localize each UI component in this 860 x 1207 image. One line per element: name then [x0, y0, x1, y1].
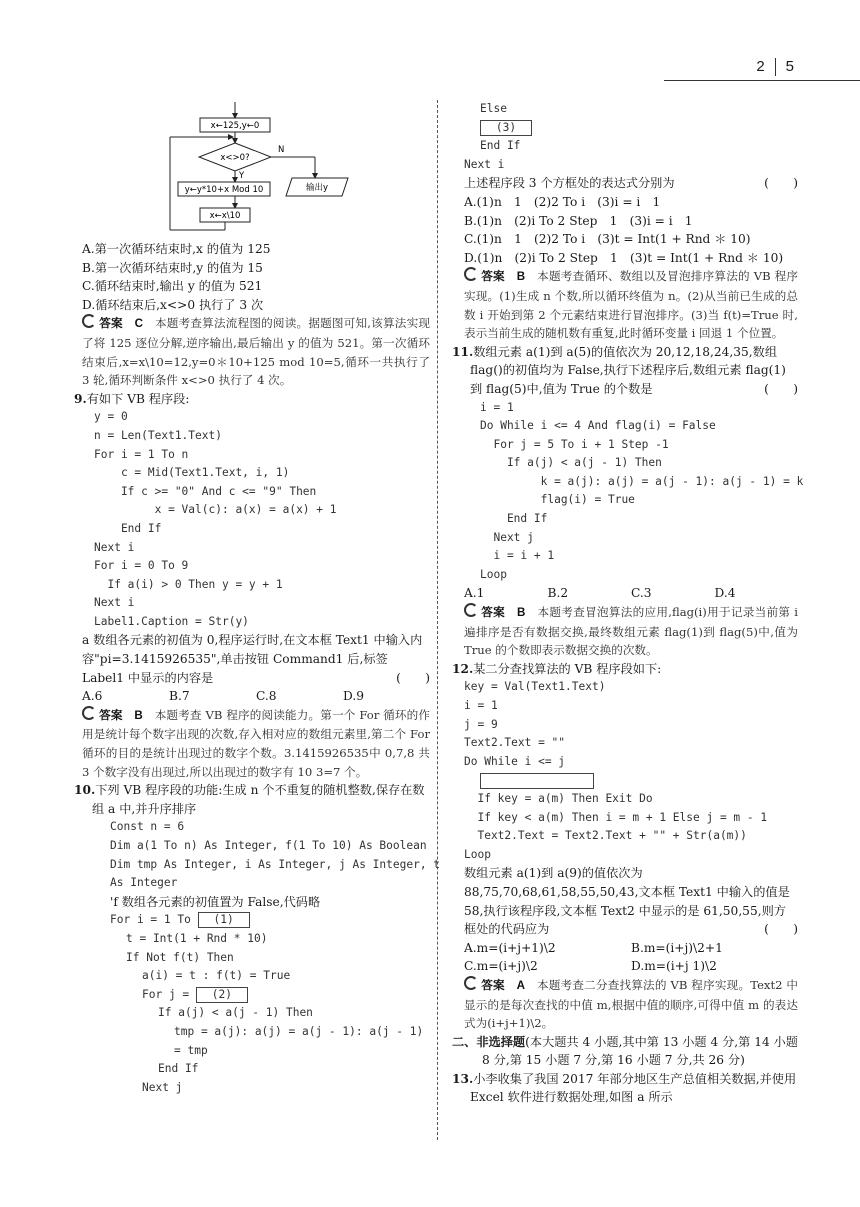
- q11-code-line: k = a(j): a(j) = a(j - 1): a(j - 1) = k: [480, 474, 804, 488]
- page-number-left: 2: [756, 58, 765, 75]
- q10-code-line: tmp = a(j): a(j) = a(j - 1): a(j - 1): [174, 1024, 424, 1038]
- q11-answer-blank: ( ): [764, 381, 798, 396]
- q10-option-c: C.(1)n 1 (2)2 To i (3)t = Int(1 + Rnd ＊ 10): [464, 232, 751, 247]
- q11-number: 11.: [452, 344, 474, 359]
- q12-answer-key: A: [516, 978, 525, 992]
- flowchart: [160, 100, 360, 235]
- q9-code-line: x = Val(c): a(x) = a(x) + 1: [94, 503, 337, 517]
- q12-option-c: C.m=(i+j)\2: [464, 959, 538, 974]
- q12-answer-blank: ( ): [764, 922, 798, 937]
- q10-code-line: Const n = 6: [110, 820, 185, 834]
- q11-code-line: Next j: [480, 530, 534, 544]
- answer-icon: [464, 603, 478, 617]
- q10-code-line: = tmp: [174, 1043, 208, 1057]
- q8-answer-key: C: [134, 317, 143, 331]
- q9-number: 9.: [74, 391, 87, 406]
- answer-icon: [464, 976, 478, 990]
- q9-code-line: End If: [94, 521, 162, 535]
- q9-options: [82, 687, 430, 706]
- q12-number: 12.: [452, 661, 474, 676]
- q10-blank-box-1: (1): [198, 912, 250, 928]
- q12-option-b: B.m=(i+j)\2+1: [631, 940, 723, 955]
- q12-code-line: Loop: [464, 847, 491, 861]
- flow-body1-text: y←y*10+x Mod 10: [184, 185, 264, 195]
- q11-code-line: i = 1: [480, 400, 514, 414]
- q12-options-row1: [452, 939, 798, 958]
- q8-option-a: A.第一次循环结束时,x 的值为 125: [82, 242, 271, 256]
- q11-code-line: Do While i <= 4 And flag(i) = False: [480, 419, 716, 433]
- q9-code-line: For i = 1 To n: [94, 447, 189, 461]
- q10-code-line: Else: [480, 102, 507, 115]
- answer-label: 答案: [99, 708, 123, 722]
- q10-code-line: Dim a(1 To n) As Integer, f(1 To 10) As Boolean: [110, 839, 427, 852]
- q12-code-line: key = Val(Text1.Text): [464, 680, 606, 694]
- q10-code-line: End If: [480, 139, 521, 153]
- q9-stem: 有如下 VB 程序段:: [86, 391, 190, 406]
- q10-code-line: If a(j) < a(j - 1) Then: [158, 1006, 313, 1020]
- q12-option-d: D.m=(i+j 1)\2: [631, 959, 717, 974]
- q12-option-a: A.m=(i+j+1)\2: [464, 940, 556, 955]
- q10-option-b: B.(1)n (2)i To 2 Step 1 (3)i = i 1: [464, 213, 693, 228]
- q10-code-line: For j =: [142, 987, 190, 1001]
- section-description: (本大题共 4 小题,其中第 13 小题 4 分,第 14 小题 8 分,第 15 小题 7 分,第 16 小题 7 分,共 26 分): [482, 1034, 798, 1068]
- flow-no-label: N: [278, 145, 285, 155]
- q12-analysis: 本题考查二分查找算法的 VB 程序实现。Text2 中显示的是每次查找的中值 m,根据中值的顺序,可得中值 m 的表达式为(i+j+1)\2。: [464, 977, 798, 1031]
- q10-stem: 下列 VB 程序段的功能:生成 n 个不重复的随机整数,保存在数组 a 中,并升序排序: [92, 783, 425, 816]
- q12-code-line: Do While i <= j: [464, 754, 566, 768]
- q10-code-line: Next i: [464, 157, 505, 171]
- answer-label: 答案: [99, 317, 123, 331]
- q9-answer: [82, 706, 430, 781]
- q9-code-line: If a(i) > 0 Then y = y + 1: [94, 577, 283, 591]
- q12-blank-box: [480, 773, 594, 789]
- q10-code-line: a(i) = t : f(t) = True: [142, 969, 291, 983]
- q9-code-line: c = Mid(Text1.Text, i, 1): [94, 466, 290, 480]
- page-number: [756, 58, 794, 76]
- left-column: [74, 240, 441, 1097]
- q10-question: 上述程序段 3 个方框处的表达式分别为: [464, 176, 675, 191]
- q11-option-a: A.1: [464, 586, 485, 601]
- q11-answer-key: B: [516, 606, 526, 620]
- q9-analysis: 本题考查 VB 程序的阅读能力。第一个 For 循环的作用是统计每个数字出现的次数,存入相对应的数组元素里,第二个 For 循环的目的是统计出现过的数字个数。3.1415926535中 0,7,8 共 3 个数字没有出现过,所以出现过的数字有 10 3=7 个。: [82, 707, 430, 779]
- q10-answer-blank: ( ): [764, 176, 798, 191]
- answer-label: 答案: [481, 606, 506, 620]
- q8-answer: [82, 314, 430, 389]
- q12-options-row2: [452, 957, 798, 976]
- q12-description: 数组元素 a(1)到 a(9)的值依次为 88,75,70,68,61,58,55,50,43,文本框 Text1 中输入的值是 58,执行该程序段,文本框 Text2 中显示的是 61,50,55,则方框处的代码应为: [464, 866, 790, 937]
- answer-icon: [82, 314, 96, 328]
- q9-answer-blank: ( ): [396, 670, 430, 685]
- q10-code-line: For i = 1 To: [110, 913, 191, 927]
- q11-code-line: If a(j) < a(j - 1) Then: [480, 456, 662, 470]
- answer-label: 答案: [481, 978, 505, 992]
- q11-options: [452, 584, 798, 603]
- q9-code-line: If c >= "0" And c <= "9" Then: [94, 484, 317, 498]
- q11-analysis: 本题考查冒泡算法的应用,flag(i)用于记录当前第 i 遍排序是否有数据交换,最终数组元素 flag(1)到 flag(5)中,值为 True 的个数即表示数据交换的次数。: [464, 605, 798, 658]
- q13-number: 13.: [452, 1071, 474, 1086]
- flow-output-text: 输出y: [305, 183, 329, 193]
- q10-blank-box-3: (3): [480, 120, 532, 136]
- q12-answer: [452, 976, 798, 1033]
- q10-code-line: Dim tmp As Integer, i As Integer, j As Integer, t: [110, 857, 441, 871]
- q11-code-line: flag(i) = True: [480, 493, 635, 507]
- header-rule: [664, 80, 860, 81]
- q9-option-b: B.7: [169, 689, 190, 704]
- q11-code-line: i = i + 1: [480, 549, 555, 563]
- q12-code-line: If key = a(m) Then Exit Do: [464, 791, 653, 805]
- q10-comment: 'f 数组各元素的初值置为 False,代码略: [110, 894, 321, 909]
- answer-label: 答案: [481, 270, 505, 284]
- q8-option-c: C.循环结束时,输出 y 的值为 521: [82, 279, 263, 294]
- q12-stem: 某二分查找算法的 VB 程序段如下:: [473, 661, 662, 676]
- q10-code-line: End If: [158, 1062, 199, 1076]
- flow-cond-text: x<>0?: [220, 153, 250, 163]
- q10-analysis: 本题考查循环、数组以及冒泡排序算法的 VB 程序实现。(1)生成 n 个数,所以循环终值为 n。(2)从当前已生成的总数 i 开始到第 2 个元素结束进行冒泡排序。(3)当 f(t)=True 时,表示当前生成的随机数有重复,此时循环变量 i 回退 1 个位置。: [464, 269, 798, 341]
- q11-code-line: End If: [480, 512, 548, 526]
- q10-option-a: A.(1)n 1 (2)2 To i (3)i = i 1: [464, 194, 661, 209]
- q12-code-line: Text2.Text = Text2.Text + "" + Str(a(m)): [464, 829, 747, 843]
- q13-stem: 小李收集了我国 2017 年部分地区生产总值相关数据,并使用 Excel 软件进行数据处理,如图 a 所示: [470, 1071, 797, 1105]
- answer-icon: [82, 706, 96, 720]
- q12-code-line: i = 1: [464, 699, 498, 712]
- q9-code-line: Label1.Caption = Str(y): [94, 614, 249, 628]
- q11-code-line: Loop: [480, 567, 507, 581]
- q11-code-line: For j = 5 To i + 1 Step -1: [480, 437, 669, 451]
- flow-body2-text: x←x\10: [209, 211, 241, 221]
- q11-option-b: B.2: [547, 586, 569, 601]
- q9-answer-key: B: [134, 708, 143, 722]
- page-number-right: 5: [785, 58, 794, 75]
- right-column: [452, 100, 804, 1107]
- q12-code-line: Text2.Text = "": [464, 736, 566, 750]
- q8-analysis: 本题考查算法流程图的阅读。据题图可知,该算法实现了将 125 逐位分解,逆序输出,最后输出 y 的值为 521。第一次循环结束后,x=x\10=12,y=0＊10+125 mod 10=5,循环一共执行了 3 轮,循环判断条件 x<>0 执行了 4 次。: [82, 316, 430, 388]
- q9-option-c: C.8: [256, 689, 277, 704]
- q10-answer: [452, 267, 798, 342]
- q10-answer-key: B: [516, 270, 526, 284]
- q9-description: a 数组各元素的初值为 0,程序运行时,在文本框 Text1 中输入内容"pi=3.1415926535",单击按钮 Command1 后,标签 Label1 中显示的内容是: [82, 633, 423, 685]
- q9-code-line: For i = 0 To 9: [94, 559, 189, 573]
- page-number-separator: [775, 58, 776, 76]
- q8-option-b: B.第一次循环结束时,y 的值为 15: [82, 260, 263, 275]
- flow-yes-label: Y: [239, 171, 245, 181]
- q9-code-line: n = Len(Text1.Text): [94, 428, 222, 442]
- answer-icon: [464, 267, 478, 281]
- q10-number: 10.: [74, 783, 96, 798]
- q10-code-line: t = Int(1 + Rnd * 10): [126, 931, 268, 945]
- q9-code-line: y = 0: [94, 410, 128, 424]
- q11-stem: 数组元素 a(1)到 a(5)的值依次为 20,12,18,24,35,数组 flag()的初值均为 False,执行下述程序后,数组元素 flag(1)到 flag(5)中,值为 True 的个数是: [470, 344, 786, 396]
- q9-option-d: D.9: [343, 689, 364, 704]
- q9-code-line: Next i: [94, 596, 135, 610]
- q11-answer: [452, 603, 798, 660]
- flow-init-text: x←125,y←0: [210, 121, 260, 131]
- q10-blank-box-2: (2): [196, 987, 248, 1003]
- q12-code-line: If key < a(m) Then i = m + 1 Else j = m - 1: [464, 810, 768, 824]
- q10-code-line: Next j: [142, 1080, 183, 1094]
- q11-option-d: D.4: [714, 586, 736, 601]
- q12-code-line: j = 9: [464, 717, 498, 731]
- q11-option-c: C.3: [631, 586, 652, 601]
- section-title: 二、非选择题: [452, 1034, 526, 1049]
- q9-code-line: Next i: [94, 540, 135, 554]
- q8-option-d: D.循环结束后,x<>0 执行了 3 次: [82, 297, 264, 312]
- column-divider: [437, 100, 438, 1140]
- q10-option-d: D.(1)n (2)i To 2 Step 1 (3)t = Int(1 + Rnd ＊ 10): [464, 250, 784, 265]
- q10-code-line: If Not f(t) Then: [126, 950, 234, 964]
- q9-option-a: A.6: [82, 689, 103, 704]
- q10-code-line: As Integer: [110, 876, 178, 890]
